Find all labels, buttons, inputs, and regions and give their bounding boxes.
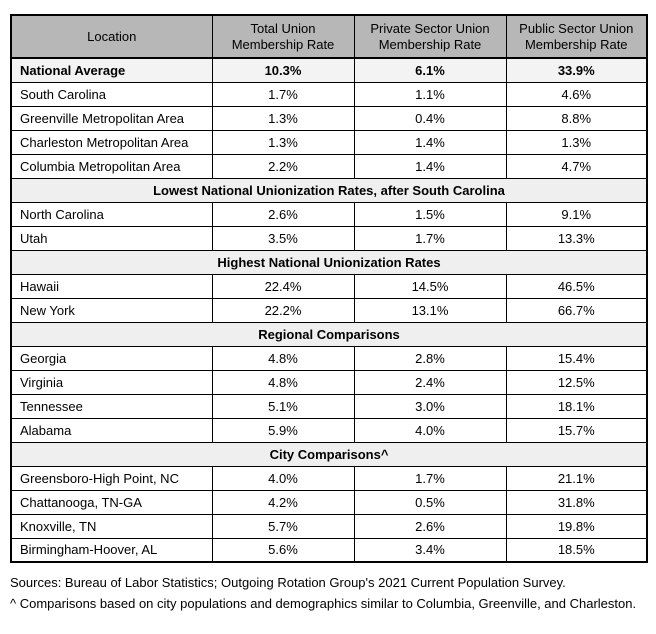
value-cell: 18.1% [506, 394, 647, 418]
value-cell: 0.5% [354, 490, 506, 514]
value-cell: 1.7% [354, 226, 506, 250]
table-row [11, 106, 647, 130]
value-cell: 1.7% [212, 82, 354, 106]
location-cell: Tennessee [11, 394, 212, 418]
value-cell: 5.1% [212, 394, 354, 418]
table-row [11, 130, 647, 154]
table-row [11, 154, 647, 178]
column-header: Public Sector Union Membership Rate [506, 15, 647, 58]
value-cell: 31.8% [506, 490, 647, 514]
section-header: Regional Comparisons [11, 322, 647, 346]
value-cell: 2.2% [212, 154, 354, 178]
value-cell: 1.3% [212, 130, 354, 154]
value-cell: 4.0% [354, 418, 506, 442]
table-row [11, 274, 647, 298]
table-row [11, 394, 647, 418]
location-cell: New York [11, 298, 212, 322]
value-cell: 14.5% [354, 274, 506, 298]
table-header-row [11, 15, 647, 58]
value-cell: 46.5% [506, 274, 647, 298]
value-cell: 1.5% [354, 202, 506, 226]
table-row [11, 490, 647, 514]
table-row [11, 82, 647, 106]
section-row [11, 178, 647, 202]
location-cell: Charleston Metropolitan Area [11, 130, 212, 154]
table-body [11, 58, 647, 562]
location-cell: North Carolina [11, 202, 212, 226]
value-cell: 13.3% [506, 226, 647, 250]
location-cell: Utah [11, 226, 212, 250]
column-header: Location [11, 15, 212, 58]
value-cell: 3.4% [354, 538, 506, 562]
location-cell: National Average [11, 58, 212, 82]
value-cell: 1.3% [212, 106, 354, 130]
value-cell: 18.5% [506, 538, 647, 562]
location-cell: Birmingham-Hoover, AL [11, 538, 212, 562]
column-header: Private Sector Union Membership Rate [354, 15, 506, 58]
location-cell: Chattanooga, TN-GA [11, 490, 212, 514]
location-cell: South Carolina [11, 82, 212, 106]
table-row [11, 466, 647, 490]
location-cell: Knoxville, TN [11, 514, 212, 538]
value-cell: 4.8% [212, 346, 354, 370]
table-row [11, 226, 647, 250]
value-cell: 1.4% [354, 130, 506, 154]
value-cell: 13.1% [354, 298, 506, 322]
section-row [11, 442, 647, 466]
value-cell: 2.4% [354, 370, 506, 394]
value-cell: 2.8% [354, 346, 506, 370]
value-cell: 2.6% [212, 202, 354, 226]
value-cell: 22.2% [212, 298, 354, 322]
value-cell: 10.3% [212, 58, 354, 82]
location-cell: Hawaii [11, 274, 212, 298]
value-cell: 3.0% [354, 394, 506, 418]
table-row [11, 370, 647, 394]
location-cell: Virginia [11, 370, 212, 394]
value-cell: 1.7% [354, 466, 506, 490]
value-cell: 21.1% [506, 466, 647, 490]
section-header: Highest National Unionization Rates [11, 250, 647, 274]
value-cell: 6.1% [354, 58, 506, 82]
section-row [11, 322, 647, 346]
value-cell: 5.7% [212, 514, 354, 538]
value-cell: 4.6% [506, 82, 647, 106]
table-row [11, 58, 647, 82]
table-row [11, 514, 647, 538]
value-cell: 22.4% [212, 274, 354, 298]
value-cell: 0.4% [354, 106, 506, 130]
table-row [11, 202, 647, 226]
value-cell: 1.3% [506, 130, 647, 154]
location-cell: Columbia Metropolitan Area [11, 154, 212, 178]
value-cell: 33.9% [506, 58, 647, 82]
location-cell: Greenville Metropolitan Area [11, 106, 212, 130]
value-cell: 15.4% [506, 346, 647, 370]
value-cell: 66.7% [506, 298, 647, 322]
table-row [11, 298, 647, 322]
value-cell: 4.7% [506, 154, 647, 178]
section-header: City Comparisons^ [11, 442, 647, 466]
table-row [11, 346, 647, 370]
value-cell: 9.1% [506, 202, 647, 226]
value-cell: 4.0% [212, 466, 354, 490]
footnote: ^ Comparisons based on city populations and demographics similar to Columbia, Greenville, and Charleston. [10, 595, 637, 611]
location-cell: Greensboro-High Point, NC [11, 466, 212, 490]
value-cell: 1.4% [354, 154, 506, 178]
value-cell: 12.5% [506, 370, 647, 394]
table-row [11, 418, 647, 442]
section-header: Lowest National Unionization Rates, after South Carolina [11, 178, 647, 202]
value-cell: 5.6% [212, 538, 354, 562]
value-cell: 4.2% [212, 490, 354, 514]
column-header: Total Union Membership Rate [212, 15, 354, 58]
section-row [11, 250, 647, 274]
location-cell: Alabama [11, 418, 212, 442]
value-cell: 5.9% [212, 418, 354, 442]
value-cell: 8.8% [506, 106, 647, 130]
union-membership-table [10, 14, 648, 563]
location-cell: Georgia [11, 346, 212, 370]
table-footer [10, 573, 646, 614]
value-cell: 15.7% [506, 418, 647, 442]
value-cell: 2.6% [354, 514, 506, 538]
table-row [11, 538, 647, 562]
value-cell: 1.1% [354, 82, 506, 106]
value-cell: 3.5% [212, 226, 354, 250]
sources-note: Sources: Bureau of Labor Statistics; Outgoing Rotation Group's 2021 Current Population Survey. [10, 575, 566, 590]
value-cell: 19.8% [506, 514, 647, 538]
value-cell: 4.8% [212, 370, 354, 394]
